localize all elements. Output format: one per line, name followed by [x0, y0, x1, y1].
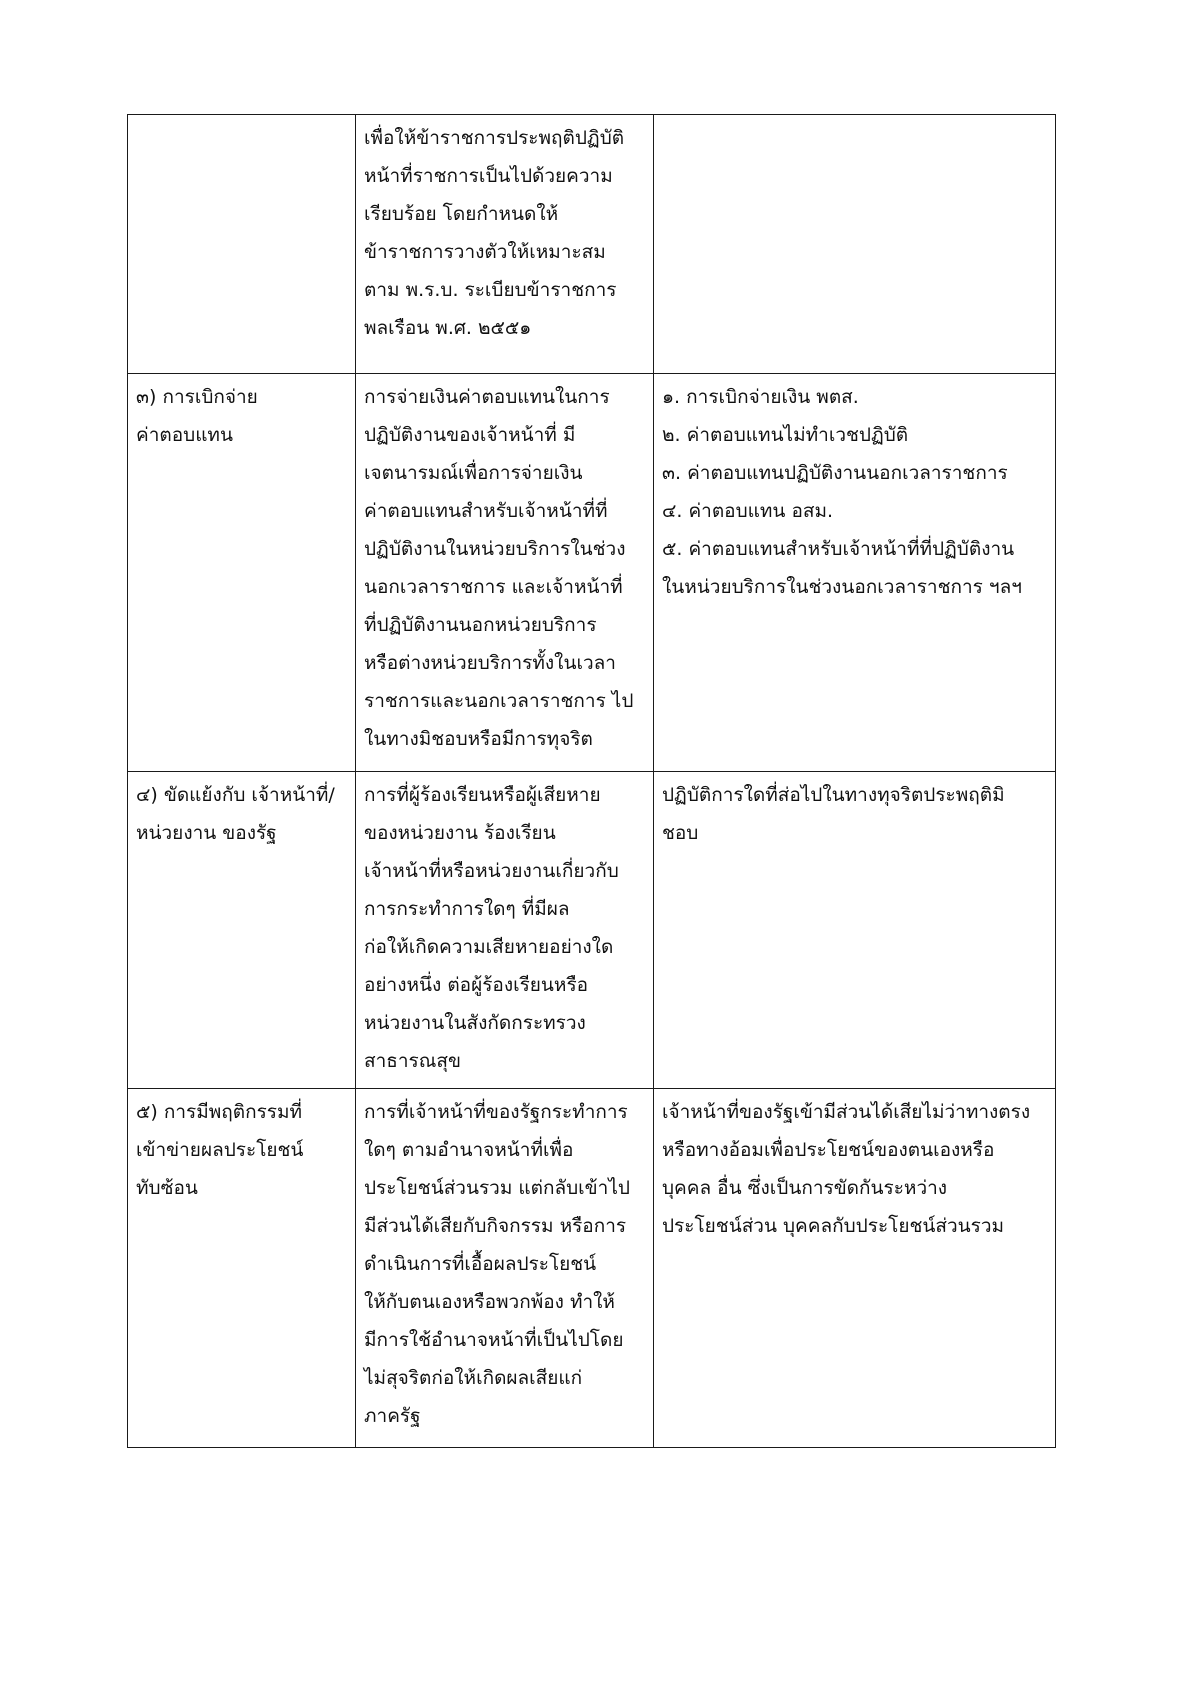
cell-text-line: หน่วยงาน ของรัฐ	[136, 822, 277, 844]
cell-text-line: เจ้าหน้าที่หรือหน่วยงานเกี่ยวกับ	[364, 860, 619, 882]
cell-text-line: ๔) ขัดแย้งกับ เจ้าหน้าที่/	[136, 784, 335, 806]
cell-text-line: หรือทางอ้อมเพื่อประโยชน์ของตนเองหรือ	[662, 1139, 995, 1161]
cell-text-line: เข้าข่ายผลประโยชน์	[136, 1139, 304, 1161]
cell-text-line: ตาม พ.ร.บ. ระเบียบข้าราชการ	[364, 279, 617, 301]
policy-table	[127, 114, 1056, 1448]
cell-text-line: ๕. ค่าตอบแทนสำหรับเจ้าหน้าที่ที่ปฏิบัติงาน	[662, 538, 1015, 560]
cell-text-line: เจตนารมณ์เพื่อการจ่ายเงิน	[364, 462, 583, 484]
definition-cell	[356, 374, 654, 772]
cell-text-line: การที่เจ้าหน้าที่ของรัฐกระทำการ	[364, 1101, 628, 1123]
cell-text-line: มีการใช้อำนาจหน้าที่เป็นไปโดย	[364, 1329, 624, 1351]
table-row	[128, 374, 1056, 772]
cell-text-line: การกระทำการใดๆ ที่มีผล	[364, 898, 570, 920]
category-cell	[128, 772, 356, 1089]
cell-text-line: ไม่สุจริตก่อให้เกิดผลเสียแก่	[364, 1367, 583, 1389]
examples-cell	[654, 772, 1056, 1089]
cell-text-line: ในหน่วยบริการในช่วงนอกเวลาราชการ ฯลฯ	[662, 576, 1022, 598]
cell-text-line: ใดๆ ตามอำนาจหน้าที่เพื่อ	[364, 1139, 574, 1161]
cell-text-line: เพื่อให้ข้าราชการประพฤติปฏิบัติ	[364, 127, 625, 149]
cell-text-line: ๓) การเบิกจ่าย	[136, 386, 258, 408]
category-cell	[128, 115, 356, 374]
cell-text-line: ปฏิบัติการใดที่ส่อไปในทางทุจริตประพฤติมิ	[662, 784, 1005, 806]
cell-text-line: ในทางมิชอบหรือมีการทุจริต	[364, 728, 593, 750]
cell-text-line: ค่าตอบแทน	[136, 424, 233, 446]
cell-text-line: ราชการและนอกเวลาราชการ ไป	[364, 690, 634, 712]
definition-cell	[356, 772, 654, 1089]
cell-text-line: หรือต่างหน่วยบริการทั้งในเวลา	[364, 652, 616, 674]
cell-text-line: ปฏิบัติงานของเจ้าหน้าที่ มี	[364, 424, 576, 446]
cell-text-line: ประโยชน์ส่วน บุคคลกับประโยชน์ส่วนรวม	[662, 1215, 1005, 1237]
definition-cell	[356, 115, 654, 374]
cell-text-line: การจ่ายเงินค่าตอบแทนในการ	[364, 386, 610, 408]
cell-text-line: นอกเวลาราชการ และเจ้าหน้าที่	[364, 576, 623, 598]
definition-cell	[356, 1089, 654, 1448]
table-row	[128, 772, 1056, 1089]
cell-text-line: ๓. ค่าตอบแทนปฏิบัติงานนอกเวลาราชการ	[662, 462, 1008, 484]
cell-text-line: ให้กับตนเองหรือพวกพ้อง ทำให้	[364, 1291, 615, 1313]
cell-text-line: ๑. การเบิกจ่ายเงิน พตส.	[662, 386, 859, 408]
cell-text-line: เรียบร้อย โดยกำหนดให้	[364, 203, 559, 225]
cell-text-line: ภาครัฐ	[364, 1405, 421, 1427]
cell-text-line: พลเรือน พ.ศ. ๒๕๕๑	[364, 317, 532, 339]
cell-text-line: ค่าตอบแทนสำหรับเจ้าหน้าที่ที่	[364, 500, 608, 522]
examples-cell	[654, 374, 1056, 772]
cell-text-line: ๒. ค่าตอบแทนไม่ทำเวชปฏิบัติ	[662, 424, 909, 446]
cell-text-line: ๕) การมีพฤติกรรมที่	[136, 1101, 303, 1123]
category-cell	[128, 1089, 356, 1448]
cell-text-line: บุคคล อื่น ซึ่งเป็นการขัดกันระหว่าง	[662, 1177, 948, 1199]
cell-text-line: ชอบ	[662, 822, 699, 844]
cell-text-line: สาธารณสุข	[364, 1050, 461, 1072]
cell-text-line: อย่างหนึ่ง ต่อผู้ร้องเรียนหรือ	[364, 974, 589, 996]
cell-text-line: หน่วยงานในสังกัดกระทรวง	[364, 1012, 586, 1034]
examples-cell	[654, 115, 1056, 374]
examples-cell	[654, 1089, 1056, 1448]
cell-text-line: ทับซ้อน	[136, 1177, 198, 1199]
cell-text-line: ที่ปฏิบัติงานนอกหน่วยบริการ	[364, 614, 597, 636]
cell-text-line: ก่อให้เกิดความเสียหายอย่างใด	[364, 936, 614, 958]
cell-text-line: หน้าที่ราชการเป็นไปด้วยความ	[364, 165, 613, 187]
category-cell	[128, 374, 356, 772]
cell-text-line: ประโยชน์ส่วนรวม แต่กลับเข้าไป	[364, 1177, 630, 1199]
cell-text-line: ดำเนินการที่เอื้อผลประโยชน์	[364, 1253, 597, 1275]
cell-text-line: ๔. ค่าตอบแทน อสม.	[662, 500, 834, 522]
cell-text-line: มีส่วนได้เสียกับกิจกรรม หรือการ	[364, 1215, 627, 1237]
cell-text-line: ปฏิบัติงานในหน่วยบริการในช่วง	[364, 538, 626, 560]
cell-text-line: เจ้าหน้าที่ของรัฐเข้ามีส่วนได้เสียไม่ว่าทางตรง	[662, 1101, 1031, 1123]
cell-text-line: ข้าราชการวางตัวให้เหมาะสม	[364, 241, 606, 263]
cell-text-line: ของหน่วยงาน ร้องเรียน	[364, 822, 556, 844]
cell-text-line: การที่ผู้ร้องเรียนหรือผู้เสียหาย	[364, 784, 601, 806]
table-row	[128, 115, 1056, 374]
table-row	[128, 1089, 1056, 1448]
